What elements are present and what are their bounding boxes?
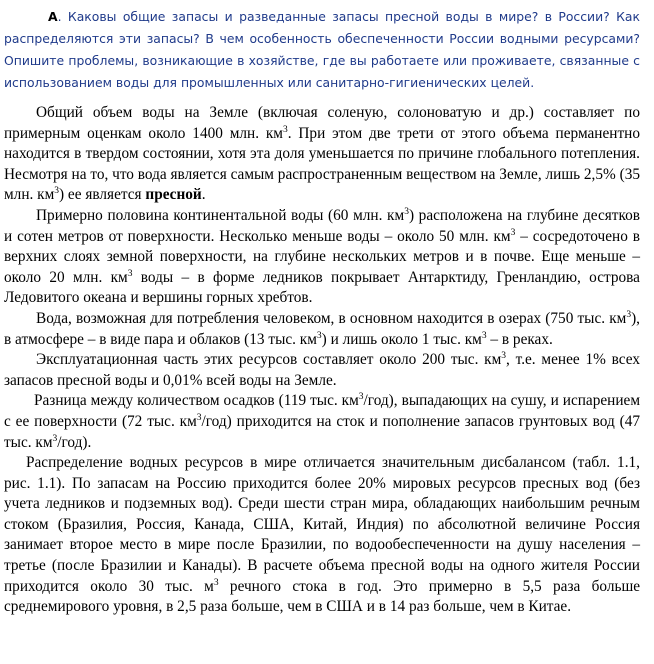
- text-run: . При этом две трети от этого объема перманентно находится в твердом состоянии, хотя эта доля уменьшается по причине глобального потепления. Несмотря на то, что вода является самым распространенным веществом на Земле, лишь 2,5% (35 млн. км: [4, 124, 640, 204]
- text-run: , т.е. менее 1% всех запасов пресной воды и 0,01% всей воды на Земле.: [4, 351, 640, 389]
- text-run: Примерно половина континентальной воды (60 млн. км: [36, 206, 405, 224]
- superscript: 3: [358, 392, 364, 403]
- superscript: 3: [316, 330, 322, 341]
- superscript: 3: [213, 577, 219, 588]
- superscript: 3: [481, 330, 487, 341]
- paragraph-drinkable-water: [4, 309, 640, 350]
- text-run: ), в атмосфере – в виде пара и облаков (13 тыс. км: [4, 309, 640, 348]
- text-run: Распределение водных ресурсов в мире отличается значительным дисбалансом (табл. 1.1, рис. 1.1). По запасам на Россию приходится более 20% мировых ресурсов пресных вод (без учета ледников и подземных вод). Среди шести стран мира, обладающих наибольшим речным стоком (Бразилия, Россия, Канада, США, Китай, Индия) по абсолютной величине Россия занимает второе место в мире после Бразилии, по водообеспеченности на душу населения – третье (после Бразилии и Канады). В расчете объема пресной воды на одного жителя России приходится около 30 тыс. м: [4, 454, 640, 595]
- text-run: воды – в форме ледников покрывает Антарктиду, Гренландию, острова Ледовитого океана и вершины горных хребтов.: [4, 268, 640, 307]
- task-letter: А: [48, 9, 58, 24]
- paragraph-distribution: [4, 453, 640, 618]
- text-run: – сосредоточено в верхних слоях земной поверхности, на глубине нескольких метров и в почве. Еще меньше – около 20 млн. км: [4, 227, 640, 286]
- text-run: речного стока в год. Это примерно в 5,5 раза больше среднемирового уровня, в 2,5 раза больше, чем в США и в 14 раз больше, чем в Китае.: [4, 577, 641, 616]
- superscript: 3: [282, 124, 288, 135]
- text-run: – в реках.: [486, 330, 553, 348]
- superscript: 3: [127, 268, 133, 279]
- task-question: А. Каковы общие запасы и разведанные запасы пресной воды в мире? в России? Как распределяются эти запасы? В чем особенность обеспеченности России водными ресурсами? Опишите проблемы, возникающие в хозяйстве, где вы работаете или проживаете, связанные с использованием воды для промышленных или санитарно-гигиенических целей.: [4, 9, 640, 90]
- text-run: /год).: [57, 433, 92, 451]
- text-run: Разница между количеством осадков (119 тыс. км: [34, 392, 359, 410]
- superscript: 3: [196, 412, 202, 423]
- paragraph-total-water: [4, 103, 640, 206]
- text-run: /год) приходится на сток и пополнение запасов грунтовых вод (47 тыс. км: [4, 412, 640, 451]
- superscript: 3: [626, 309, 632, 320]
- paragraph-precipitation: [4, 391, 640, 453]
- text-run: ) ее является: [59, 186, 146, 204]
- paragraph-continental-water: [4, 206, 640, 309]
- text-run: /год), выпадающих на сушу, и испарением с ее поверхности (72 тыс. км: [4, 392, 640, 430]
- superscript: 3: [404, 206, 409, 217]
- task-text: Каковы общие запасы и разведанные запасы пресной воды в мире? в России? Как распределяются эти запасы? В чем особенность обеспеченности России водными ресурсами? Опишите проблемы, возникающие в хозяйстве, где вы работаете или проживаете, связанные с использованием воды для промышленных или санитарно-гигиенических целей.: [4, 9, 640, 90]
- superscript: 3: [54, 186, 60, 197]
- paragraph-exploitable-part: [4, 350, 640, 391]
- superscript: 3: [501, 351, 507, 362]
- superscript: 3: [52, 433, 58, 444]
- text-run: ) расположена на глубине десятков и сотен метров от поверхности. Несколько меньше воды – около 50 млн. км: [4, 206, 640, 245]
- text-run: .: [201, 186, 206, 204]
- text-run: Вода, возможная для потребления человеком, в основном находится в озерах (750 тыс. км: [36, 309, 627, 327]
- text-run: Общий объем воды на Земле (включая соленую, солоноватую и др.) составляет по примерным оценкам около 1400 млн. км: [4, 104, 640, 142]
- superscript: 3: [510, 227, 516, 238]
- text-run: Эксплуатационная часть этих ресурсов составляет около 200 тыс. км: [36, 351, 502, 369]
- text-run: ) и лишь около 1 тыс. км: [321, 330, 482, 348]
- bold-word: пресной: [145, 186, 202, 204]
